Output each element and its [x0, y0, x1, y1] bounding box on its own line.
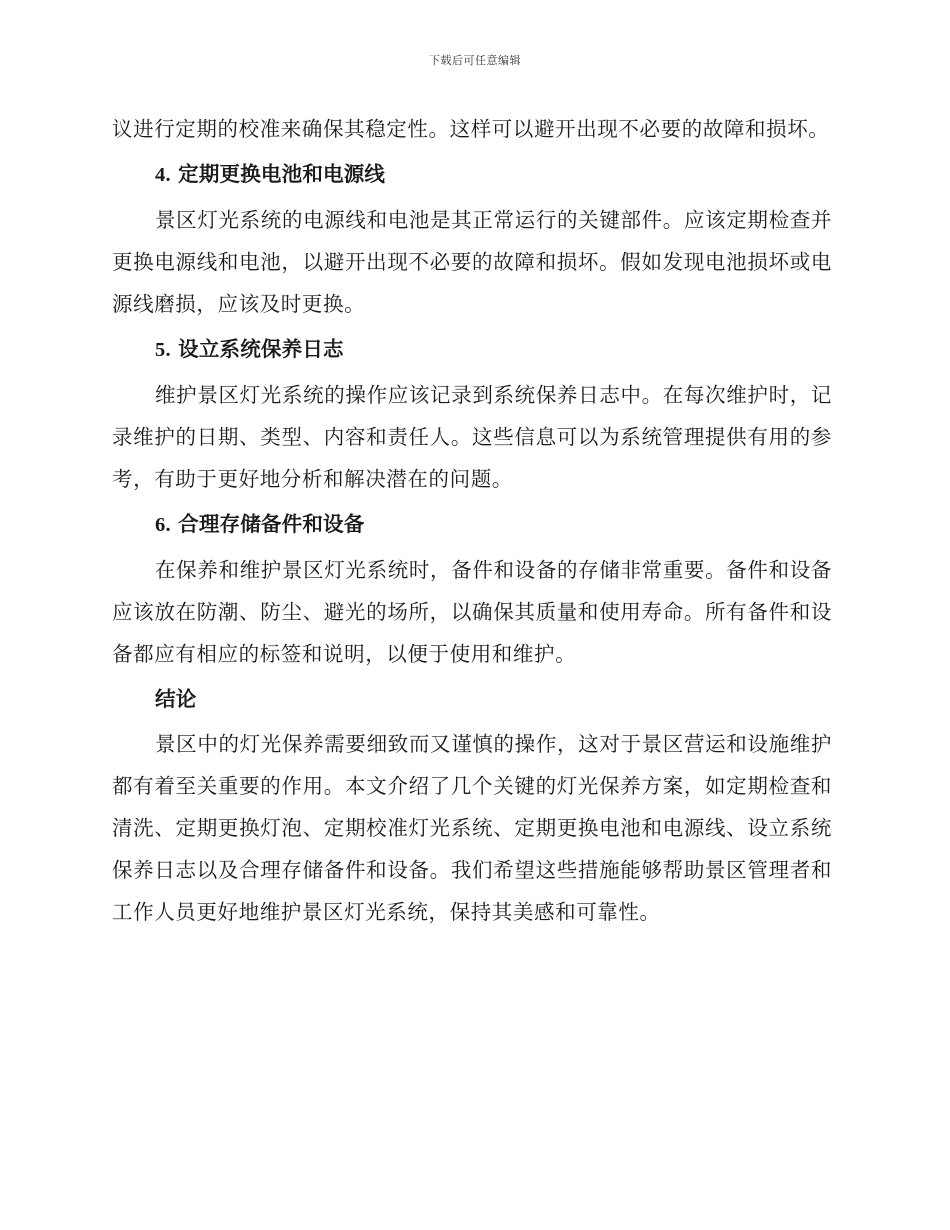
- section-4-heading: [112, 152, 832, 197]
- section-5-paragraph: 维护景区灯光系统的操作应该记录到系统保养日志中。在每次维护时，记录维护的日期、类型、内容和责任人。这些信息可以为系统管理提供有用的参考，有助于更好地分析和解决潜在的问题。: [112, 383, 832, 491]
- section-5-title: 设立系统保养日志: [178, 337, 344, 361]
- section-6-heading: [112, 502, 832, 547]
- intro-continuation-paragraph: 议进行定期的校准来确保其稳定性。这样可以避开出现不必要的故障和损坏。: [112, 117, 830, 141]
- section-4-paragraph: 景区灯光系统的电源线和电池是其正常运行的关键部件。应该定期检查并更换电源线和电池，以避开出现不必要的故障和损坏。假如发现电池损坏或电源线磨损，应该及时更换。: [112, 208, 832, 316]
- section-6-paragraph: 在保养和维护景区灯光系统时，备件和设备的存储非常重要。备件和设备应该放在防潮、防尘、避光的场所，以确保其质量和使用寿命。所有备件和设备都应有相应的标签和说明，以便于使用和维护。: [112, 558, 832, 666]
- conclusion-heading: 结论: [155, 687, 197, 711]
- section-5-heading: [112, 327, 832, 372]
- page-header: 下载后可任意编辑: [429, 54, 521, 67]
- section-5-number: 5.: [155, 339, 171, 361]
- section-4-number: 4.: [155, 164, 171, 186]
- section-6-title: 合理存储备件和设备: [178, 512, 365, 536]
- section-6-number: 6.: [155, 514, 171, 536]
- document-body: [112, 108, 832, 933]
- conclusion-paragraph: 景区中的灯光保养需要细致而又谨慎的操作，这对于景区营运和设施维护都有着至关重要的作用。本文介绍了几个关键的灯光保养方案，如定期检查和清洗、定期更换灯泡、定期校准灯光系统、定期更换电池和电源线、设立系统保养日志以及合理存储备件和设备。我们希望这些措施能够帮助景区管理者和工作人员更好地维护景区灯光系统，保持其美感和可靠性。: [112, 732, 832, 924]
- section-4-title: 定期更换电池和电源线: [178, 162, 386, 186]
